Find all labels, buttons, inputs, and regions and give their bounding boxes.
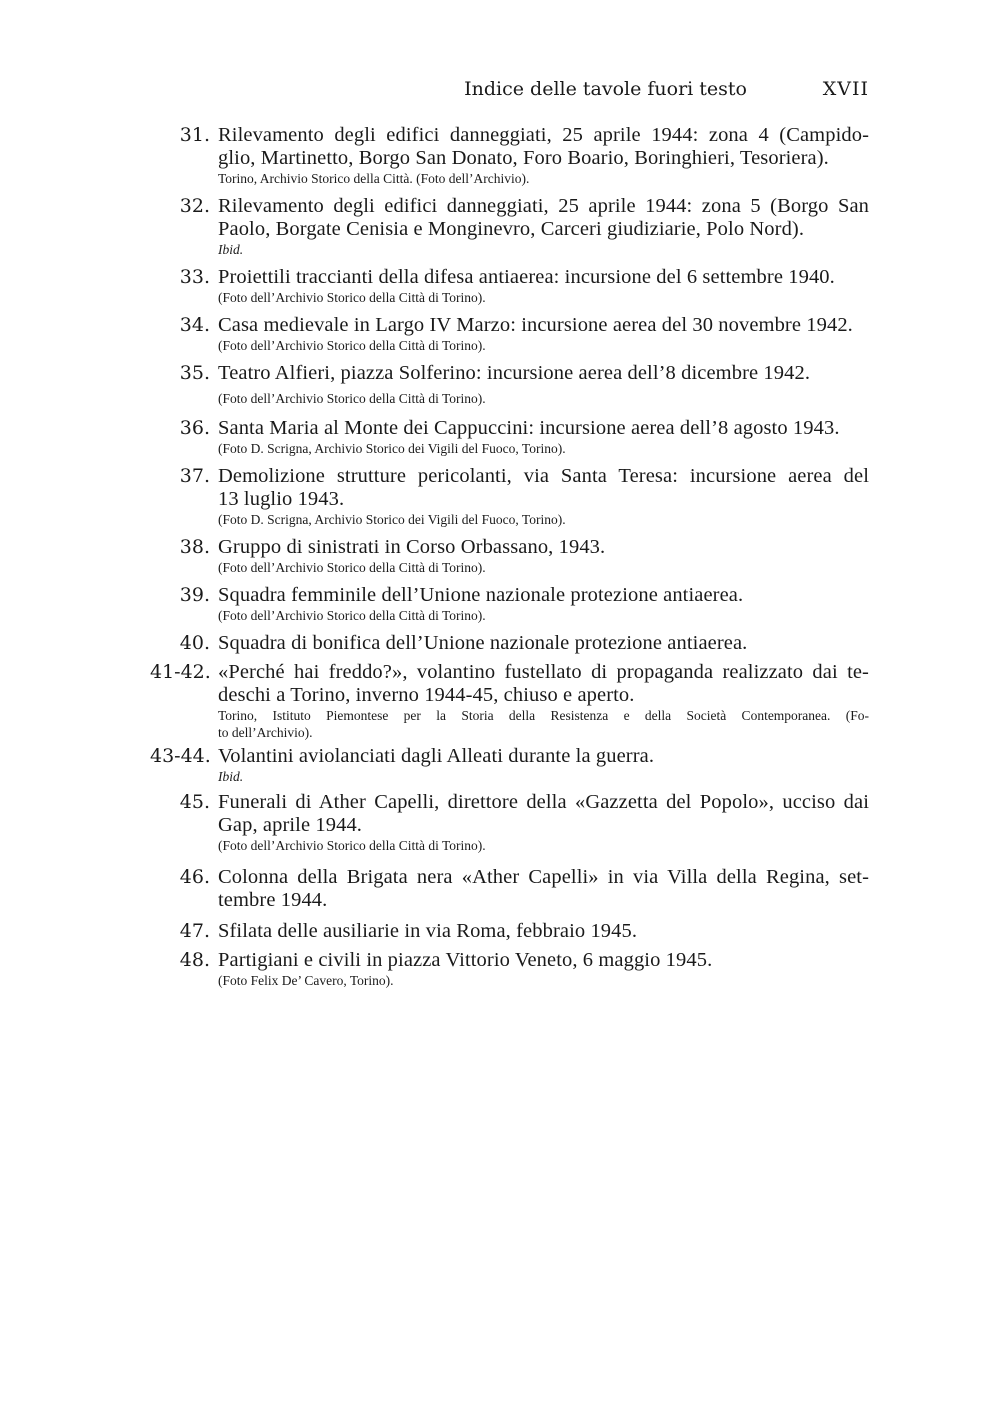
plate-title-line: Squadra femminile dell’Unione nazionale protezione antiaerea. [218,584,744,606]
plate-title-line: Volantini aviolanciati dagli Alleati durante la guerra. [218,745,655,767]
plate-credit-line: Ibid. [218,769,244,784]
plate-number: 33. [179,266,210,288]
index-entry [150,745,869,785]
plate-title-line: Proiettili traccianti della difesa antiaerea: incursione del 6 settembre 1940. [218,266,835,288]
plate-credit-line: (Foto dell’Archivio Storico della Città di Torino). [218,290,486,305]
plate-number: 37. [179,465,210,487]
plate-number: 47. [179,920,210,942]
plate-number: 39. [179,584,210,606]
plate-title-line: Gap, aprile 1944. [218,814,363,836]
plate-number: 32. [179,195,210,217]
index-entry [150,124,869,187]
plate-number: 31. [179,124,210,146]
plate-title-line: 13 luglio 1943. [218,488,345,510]
plate-number: 34. [179,314,210,336]
plate-credit-line: Ibid. [218,242,244,257]
index-entry [150,465,869,528]
plate-credit-line: (Foto dell’Archivio Storico della Città di Torino). [218,560,486,575]
page-number: XVII [822,78,869,100]
plate-number: 38. [179,536,210,558]
plate-number: 35. [179,362,210,384]
plate-title-line: Rilevamento degli edifici danneggiati, 25 aprile 1944: zona 4 (Campido- [218,124,869,146]
plate-title-line: Santa Maria al Monte dei Cappuccini: incursione aerea dell’8 agosto 1943. [218,417,840,439]
index-entry [150,632,869,655]
plate-title-line: Teatro Alfieri, piazza Solferino: incursione aerea dell’8 dicembre 1942. [218,362,811,384]
plate-title-line: Gruppo di sinistrati in Corso Orbassano, 1943. [218,536,606,558]
plate-credit-line: (Foto dell’Archivio Storico della Città di Torino). [218,391,486,406]
plate-number: 43-44. [150,745,211,767]
plate-title-line: Rilevamento degli edifici danneggiati, 25 aprile 1944: zona 5 (Borgo San [218,195,869,217]
plate-title-line: tembre 1944. [218,889,328,911]
plate-title-line: Squadra di bonifica dell’Unione nazionale protezione antiaerea. [218,632,748,654]
index-entry [150,362,869,407]
plate-title-line: Sfilata delle ausiliarie in via Roma, febbraio 1945. [218,920,638,942]
index-entry [150,314,869,354]
plate-number: 45. [179,791,210,813]
plate-title-line: deschi a Torino, inverno 1944-45, chiuso e aperto. [218,684,635,706]
plate-number: 41-42. [150,661,211,683]
index-entry [150,266,869,306]
plate-credit-line: Torino, Archivio Storico della Città. (Foto dell’Archivio). [218,171,530,186]
plate-title-line: Funerali di Ather Capelli, direttore della «Gazzetta del Popolo», ucciso dai [218,791,869,813]
index-entry [150,791,869,854]
plate-credit-line: (Foto dell’Archivio Storico della Città di Torino). [218,838,486,853]
plate-title-line: glio, Martinetto, Borgo San Donato, Foro Boario, Boringhieri, Tesoriera). [218,147,829,169]
plates-index-list [150,124,869,989]
plate-title-line: Colonna della Brigata nera «Ather Capelli» in via Villa della Regina, set- [218,866,869,888]
plate-number: 36. [179,417,210,439]
plate-number: 40. [179,632,210,654]
plate-title-line: Paolo, Borgate Cenisia e Monginevro, Carceri giudiziarie, Polo Nord). [218,218,805,240]
plate-title-line: Casa medievale in Largo IV Marzo: incursione aerea del 30 novembre 1942. [218,314,853,336]
running-head-title: Indice delle tavole fuori testo [464,78,747,100]
index-entry [150,536,869,576]
index-entry [150,920,869,943]
index-entry [150,195,869,258]
plate-credit-line: (Foto Felix De’ Cavero, Torino). [218,973,394,988]
plate-title-line: Demolizione strutture pericolanti, via Santa Teresa: incursione aerea del [218,465,869,487]
plate-credit-line: (Foto dell’Archivio Storico della Città di Torino). [218,338,486,353]
plate-number: 46. [179,866,210,888]
plate-number: 48. [179,949,210,971]
index-entry [150,866,869,912]
index-entry [150,949,869,989]
plate-credit-line: (Foto dell’Archivio Storico della Città di Torino). [218,608,486,623]
index-entry [150,661,869,741]
index-entry [150,584,869,624]
plate-credit-line: (Foto D. Scrigna, Archivio Storico dei Vigili del Fuoco, Torino). [218,512,566,527]
plate-credit-line: Torino, Istituto Piemontese per la Storia della Resistenza e della Società Contemporanea. (Fo- [218,708,869,723]
running-head [150,78,869,106]
plate-title-line: «Perché hai freddo?», volantino fustellato di propaganda realizzato dai te- [218,661,869,683]
plate-title-line: Partigiani e civili in piazza Vittorio Veneto, 6 maggio 1945. [218,949,713,971]
index-entry [150,417,869,457]
plate-credit-line: to dell’Archivio). [218,725,313,740]
plate-credit-line: (Foto D. Scrigna, Archivio Storico dei Vigili del Fuoco, Torino). [218,441,566,456]
